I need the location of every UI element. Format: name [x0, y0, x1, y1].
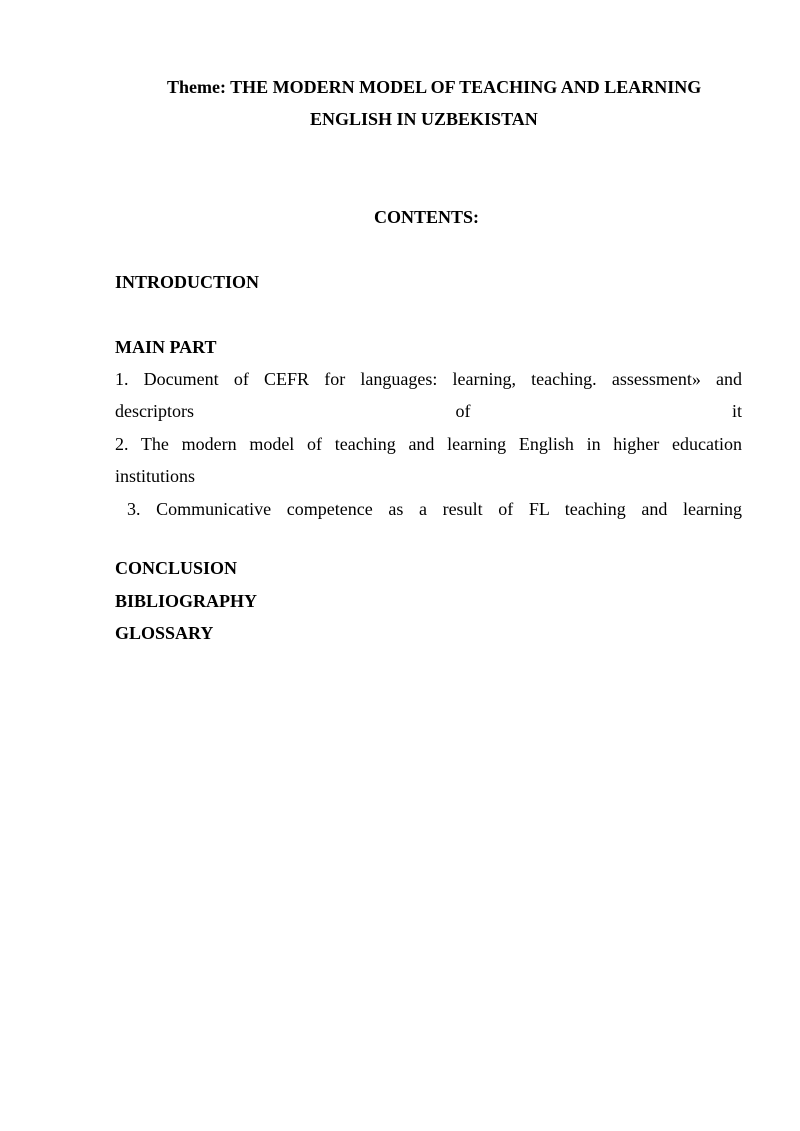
introduction-heading: INTRODUCTION [115, 272, 260, 292]
contents-heading: CONTENTS: [374, 207, 480, 227]
toc-item-1-line-2: descriptors of it [115, 401, 742, 421]
toc-item-2-line-2: institutions [115, 466, 196, 486]
main-part-heading: MAIN PART [115, 337, 217, 357]
theme-title-line-2: ENGLISH IN UZBEKISTAN [310, 109, 538, 129]
toc-item-2-line-1: 2. The modern model of teaching and learning English in higher education [115, 434, 742, 454]
theme-title-line-1: Theme: THE MODERN MODEL OF TEACHING AND LEARNING [167, 77, 702, 97]
bibliography-heading: BIBLIOGRAPHY [115, 591, 258, 611]
glossary-heading: GLOSSARY [115, 623, 214, 643]
conclusion-heading: CONCLUSION [115, 558, 238, 578]
toc-item-3-line-1: 3. Communicative competence as a result of FL teaching and learning [127, 499, 742, 519]
toc-item-1-line-1: 1. Document of CEFR for languages: learning, teaching. assessment» and [115, 369, 742, 389]
